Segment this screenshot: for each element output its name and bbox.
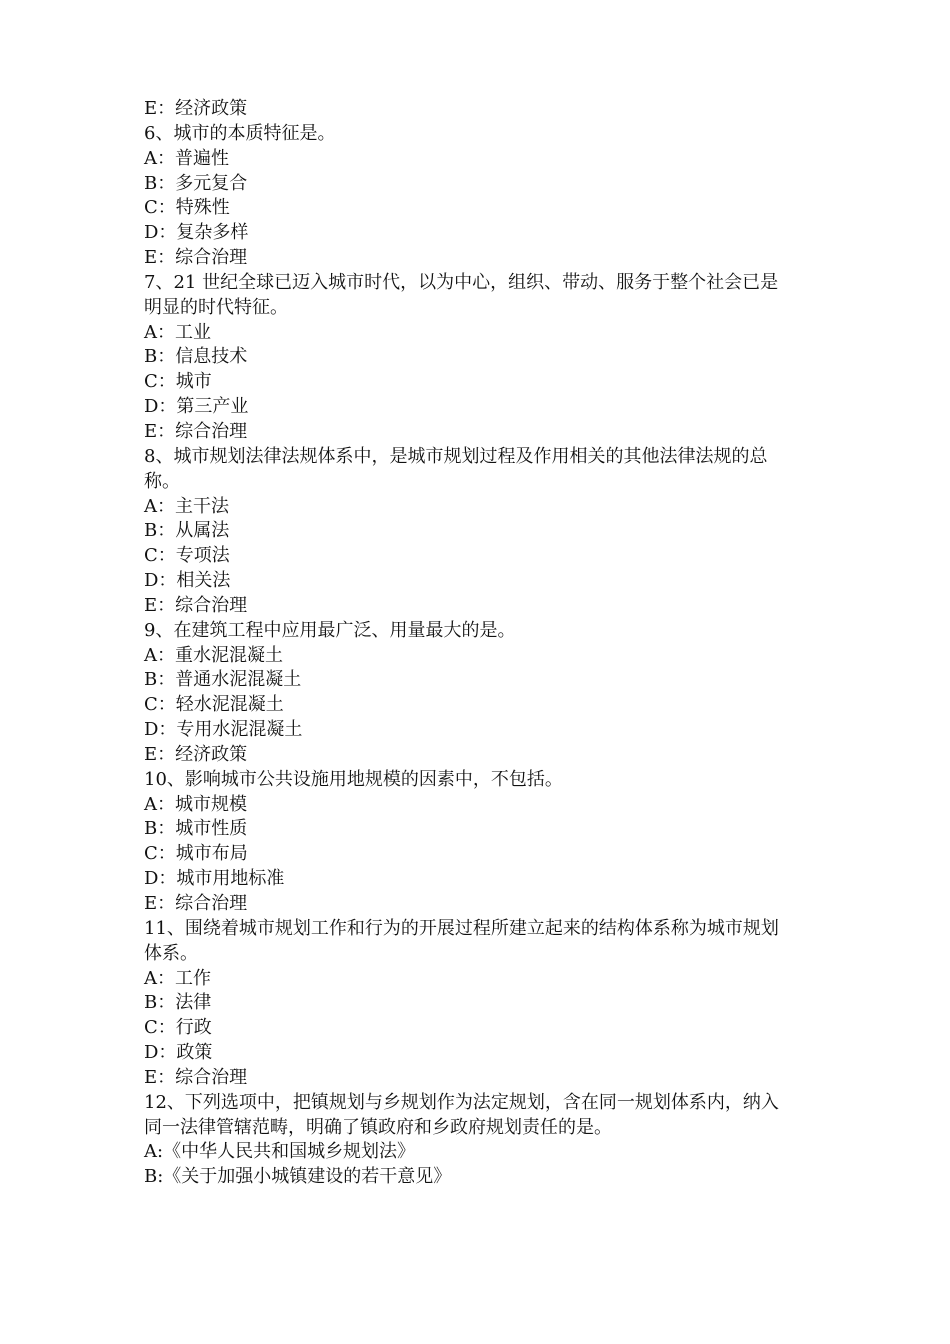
option-d-q8: D：相关法: [144, 570, 231, 592]
option-d-q11: D：政策: [144, 1042, 213, 1064]
option-d-q9: D：专用水泥混凝土: [144, 719, 303, 741]
option-a-q7: A：工业: [144, 321, 211, 343]
option-b-q8: B：从属法: [144, 520, 230, 542]
option-b-q10: B：城市性质: [144, 818, 248, 840]
option-d-q10: D：城市用地标准: [144, 868, 285, 890]
option-b-q7: B：信息技术: [144, 346, 248, 368]
question-11: 11、围绕着城市规划工作和行为的开展过程所建立起来的结构体系称为城市规划: [144, 917, 779, 939]
question-7-cont: 明显的时代特征。: [144, 296, 288, 318]
option-e-q5: E：经济政策: [144, 98, 248, 119]
option-a-q12: A:《中华人民共和国城乡规划法》: [144, 1141, 416, 1163]
option-a-q11: A：工作: [144, 967, 211, 989]
question-11-cont: 体系。: [144, 942, 198, 964]
question-12: 12、下列选项中，把镇规划与乡规划作为法定规划，含在同一规划体系内，纳入: [144, 1091, 779, 1113]
option-e-q7: E：综合治理: [144, 420, 248, 442]
option-b-q11: B：法律: [144, 992, 212, 1014]
option-a-q8: A：主干法: [144, 495, 229, 517]
option-e-q8: E：综合治理: [144, 594, 248, 616]
option-a-q9: A：重水泥混凝土: [144, 644, 283, 666]
question-9: 9、在建筑工程中应用最广泛、用量最大的是。: [144, 619, 516, 641]
option-c-q6: C：特殊性: [144, 197, 230, 219]
question-6: 6、城市的本质特征是。: [144, 122, 336, 144]
option-d-q7: D：第三产业: [144, 396, 249, 418]
option-b-q9: B：普通水泥混凝土: [144, 669, 302, 691]
question-8-cont: 称。: [144, 470, 180, 492]
document-body: [144, 97, 824, 1190]
option-a-q6: A：普遍性: [144, 147, 229, 169]
option-c-q11: C：行政: [144, 1017, 212, 1039]
option-e-q9: E：经济政策: [144, 743, 248, 765]
question-12-cont: 同一法律管辖范畴，明确了镇政府和乡政府规划责任的是。: [144, 1116, 612, 1138]
option-c-q7: C：城市: [144, 371, 212, 393]
option-e-q11: E：综合治理: [144, 1066, 248, 1088]
option-e-q10: E：综合治理: [144, 893, 248, 914]
option-c-q10: C：城市布局: [144, 843, 248, 865]
option-d-q6: D：复杂多样: [144, 222, 249, 244]
option-b-q12: B:《关于加强小城镇建设的若干意见》: [144, 1166, 452, 1188]
option-e-q6: E：综合治理: [144, 247, 248, 269]
option-a-q10: A：城市规模: [144, 793, 247, 815]
question-8: 8、城市规划法律法规体系中，是城市规划过程及作用相关的其他法律法规的总: [144, 445, 768, 467]
option-c-q9: C：轻水泥混凝土: [144, 694, 284, 716]
option-c-q8: C：专项法: [144, 545, 230, 567]
option-b-q6: B：多元复合: [144, 172, 248, 194]
question-7: 7、21 世纪全球已迈入城市时代，以为中心，组织、带动、服务于整个社会已是: [144, 271, 779, 293]
question-10: 10、影响城市公共设施用地规模的因素中，不包括。: [144, 768, 563, 790]
